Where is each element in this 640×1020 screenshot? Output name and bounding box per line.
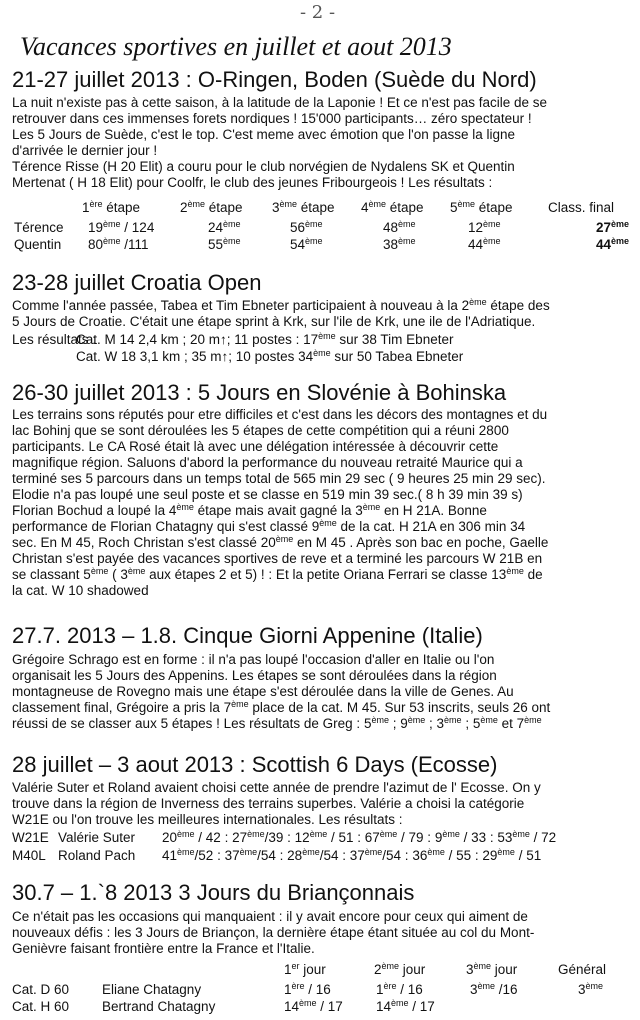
- column-header: 2ème jour: [374, 961, 426, 977]
- paragraph-line: organisait les 5 Jours des Appenins. Les étapes se sont déroulées dans la région: [12, 668, 497, 683]
- section-heading-o-ringen: 21-27 juillet 2013 : O-Ringen, Boden (Suède du Nord): [12, 67, 537, 92]
- results-table-o-ringen: [0, 200, 640, 250]
- paragraph-line: la cat. W 10 shadowed: [12, 583, 149, 598]
- paragraph-line: magnifique région. Saluons d'abord la performance du nouveau retraité Maurice qui a: [12, 455, 523, 470]
- paragraph-line: d'arrivée le dernier jour !: [12, 143, 158, 158]
- paragraph-line: Comme l'année passée, Tabea et Tim Ebneter participaient à nouveau à la 2ème étape des: [12, 298, 550, 313]
- paragraph-line: trouve dans la région de Inverness des terrains superbes. Valérie a choisi la catégorie: [12, 796, 525, 811]
- row-label: Eliane Chatagny: [102, 982, 202, 997]
- section-heading-brianconnais: 30.7 – 1.`8 2013 3 Jours du Briançonnais: [12, 880, 415, 905]
- paragraph-line: montagneuse de Rovegno mais une étape s'est déroulée dans la ville de Genes. Au: [12, 684, 514, 699]
- results-label: Les résultats :: [12, 332, 97, 347]
- table-cell: 12ème: [468, 219, 501, 235]
- row-label: Térence: [14, 220, 64, 235]
- section-body-croatia: [12, 298, 632, 330]
- row-label: Bertrand Chatagny: [102, 999, 216, 1014]
- table-cell: 38ème: [383, 236, 416, 252]
- result-line-tim: Cat. M 14 2,4 km ; 20 m↑; 11 postes : 17ème sur 38 Tim Ebneter: [76, 331, 454, 347]
- row-label: Valérie Suter: [58, 830, 136, 845]
- table-cell: 80ème /111: [88, 236, 149, 252]
- paragraph-line: réussi de se classer aux 5 étapes ! Les résultats de Greg : 5ème ; 9ème ; 3ème ; 5ème et 7ème: [12, 716, 542, 731]
- table-cell: 14ème / 17: [376, 998, 435, 1014]
- paragraph-line: Genièvre faisant frontière entre la France et l'Italie.: [12, 941, 315, 956]
- paragraph-line: Les terrains sons réputés pour etre difficiles et c'est dans les décors des montagnes et du: [12, 407, 548, 422]
- section-body-appenine: [12, 652, 632, 732]
- column-header: 3ème jour: [466, 961, 518, 977]
- table-cell: 24ème: [208, 219, 241, 235]
- table-cell: 55ème: [208, 236, 241, 252]
- table-cell: 1ère / 16: [376, 981, 423, 997]
- paragraph-line: performance de Florian Chatagny qui s'est classé 9ème de la cat. H 21A en 306 min 34: [12, 519, 526, 534]
- table-cell: 44ème: [468, 236, 501, 252]
- paragraph-line: Grégoire Schrago est en forme : il n'a pas loupé l'occasion d'aller en Italie ou l'on: [12, 652, 495, 667]
- column-header: 3ème étape: [272, 199, 335, 215]
- row-category: Cat. D 60: [12, 982, 70, 997]
- column-header: Général: [558, 962, 607, 977]
- paragraph-line: retrouver dans ces immenses forets nordiques ! 15'000 participants… zéro spectateur !: [12, 111, 532, 126]
- results-table-brianconnais: [0, 962, 640, 1018]
- table-cell: 20ème / 42 : 27ème/39 : 12ème / 51 : 67ème / 79 : 9ème / 33 : 53ème / 72: [162, 829, 557, 845]
- table-cell: 41ème/52 : 37ème/54 : 28ème/54 : 37ème/54 : 36ème / 55 : 29ème / 51: [162, 847, 542, 863]
- page-number: - 2 -: [300, 2, 336, 23]
- paragraph-line: Florian Bochud a loupé la 4ème étape mais avait gagné la 3ème en H 21A. Bonne: [12, 503, 487, 518]
- paragraph-line: classement final, Grégoire a pris la 7ème place de la cat. M 45. Sur 53 inscrits, seuls 26 ont: [12, 700, 551, 715]
- row-category: M40L: [12, 848, 46, 863]
- row-category: Cat. H 60: [12, 999, 70, 1014]
- column-header: 1er jour: [284, 961, 326, 977]
- column-header: 1ère étape: [82, 199, 141, 215]
- table-cell: 44ème: [596, 236, 630, 252]
- row-category: W21E: [12, 830, 49, 845]
- paragraph-line: Christan s'est payée des vacances sportives de reve et a terminé les parcours W 21B en: [12, 551, 543, 566]
- column-header: 5ème étape: [450, 199, 513, 215]
- paragraph-line: Elodie n'a pas loupé une seul poste et se classe en 519 min 39 sec.( 8 h 39 min 39 s): [12, 487, 523, 502]
- section-heading-appenine: 27.7. 2013 – 1.8. Cinque Giorni Appenine (Italie): [12, 623, 483, 648]
- row-label: Roland Pach: [58, 848, 136, 863]
- section-heading-slovenie: 26-30 juillet 2013 : 5 Jours en Slovénie à Bohinska: [12, 380, 507, 405]
- section-body-slovenie: [12, 407, 632, 599]
- paragraph-line: terminé ses 5 parcours dans un temps total de 565 min 29 sec ( 9 heures 25 min 29 sec).: [12, 471, 546, 486]
- paragraph-line: Mertenat ( H 18 Elit) pour Coolfr, le club des jeunes Fribourgeois ! Les résultats :: [12, 175, 493, 190]
- section-heading-croatia: 23-28 juillet Croatia Open: [12, 270, 262, 295]
- paragraph-line: Ce n'était pas les occasions qui manquaient : il y avait encore pour ceux qui aiment de: [12, 909, 528, 924]
- section-body-o-ringen: [12, 95, 632, 191]
- table-cell: 3ème /16: [470, 981, 518, 997]
- paragraph-line: nouveaux défis : les 3 Jours de Briançon, la dernière étape étant située au col du Mont-: [12, 925, 535, 940]
- paragraph-line: participants. Le CA Rosé était là avec une délégation intéressée à découvrir cette: [12, 439, 499, 454]
- paragraph-line: Les 5 Jours de Suède, c'est le top. C'est meme avec émotion que l'on passe la ligne: [12, 127, 516, 142]
- table-cell: 27ème: [596, 219, 630, 235]
- paragraph-line: se classant 5ème ( 3ème aux étapes 2 et 5) ! : Et la petite Oriana Ferrari se classe 13ème de: [12, 567, 543, 582]
- result-line-tabea: Cat. W 18 3,1 km ; 35 m↑; 10 postes 34ème sur 50 Tabea Ebneter: [76, 348, 464, 364]
- table-cell: 3ème: [578, 981, 604, 997]
- table-cell: 19ème / 124: [88, 219, 155, 235]
- paragraph-line: Valérie Suter et Roland avaient choisi cette année de prendre l'azimut de l' Ecosse. On y: [12, 780, 541, 795]
- paragraph-line: sec. En M 45, Roch Christan s'est classé 20ème en M 45 . Après son bac en poche, Gaelle: [12, 535, 549, 550]
- table-cell: 14ème / 17: [284, 998, 343, 1014]
- paragraph-line: W21E ou l'on trouve les meilleures internationales. Les résultats :: [12, 812, 403, 827]
- paragraph-line: La nuit n'existe pas à cette saison, à la latitude de la Laponie ! Et ce n'est pas facile de se: [12, 95, 547, 110]
- section-heading-scottish: 28 juillet – 3 aout 2013 : Scottish 6 Days (Ecosse): [12, 752, 498, 777]
- table-cell: 48ème: [383, 219, 416, 235]
- table-cell: 1ère / 16: [284, 981, 331, 997]
- table-cell: 54ème: [290, 236, 323, 252]
- paragraph-line: lac Bohinj que se sont déroulées les 5 étapes de cette compétition qui a réuni 2800: [12, 423, 509, 438]
- paragraph-line: Térence Risse (H 20 Elit) a couru pour le club norvégien de Nydalens SK et Quentin: [12, 159, 515, 174]
- table-cell: 56ème: [290, 219, 323, 235]
- column-header: Class. final: [548, 200, 615, 215]
- column-header: 4ème étape: [361, 199, 424, 215]
- section-body-brianconnais: [12, 909, 632, 957]
- row-label: Quentin: [14, 237, 62, 252]
- document-title: Vacances sportives en juillet et aout 2013: [20, 32, 452, 61]
- paragraph-line: 5 Jours de Croatie. C'était une étape sprint à Krk, sur l'ile de Krk, une ile de l'Adriatique.: [12, 314, 536, 329]
- section-body-scottish: [12, 780, 632, 828]
- results-table-scottish: [0, 830, 640, 870]
- column-header: 2ème étape: [180, 199, 243, 215]
